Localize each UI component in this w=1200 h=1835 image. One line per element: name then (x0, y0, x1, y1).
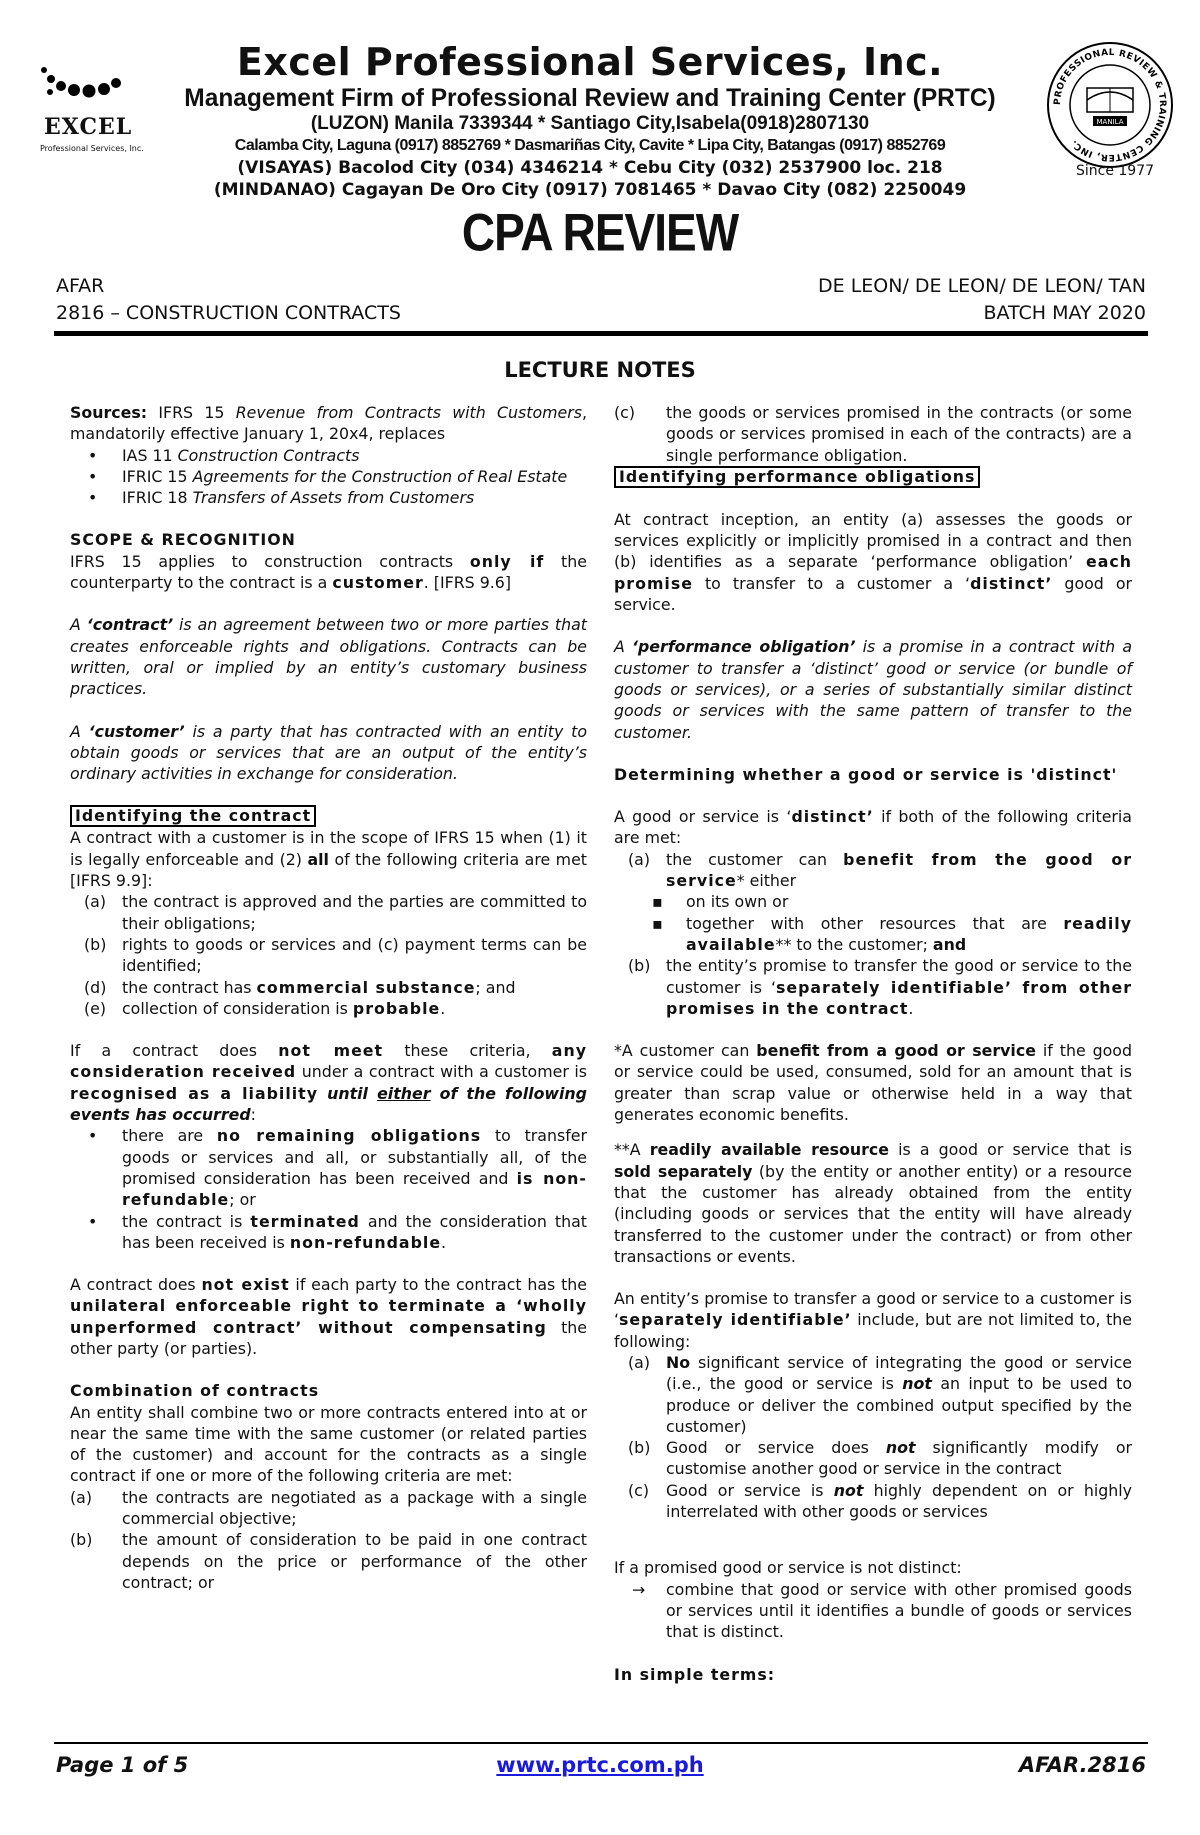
company-tagline: Management Firm of Professional Review and Training Center (PRTC) (184, 84, 996, 112)
list-item: • the contract is terminated and the consideration that has been received is non-refundable. (88, 1211, 587, 1252)
authors: DE LEON/ DE LEON/ DE LEON/ TAN (818, 275, 1146, 297)
sources-paragraph: Sources: IFRS 15 Revenue from Contracts with Customers, mandatorily effective January 1, 20x4, replaces (70, 403, 587, 444)
list-item: (e) collection of consideration is probable. (84, 998, 446, 1018)
handout-title: 2816 – CONSTRUCTION CONTRACTS (56, 302, 401, 324)
performance-obligations-heading: Identifying performance obligations (614, 466, 980, 488)
combination-paragraph: An entity shall combine two or more contracts entered into at or near the same time with the same customer (or related parties of the customer) and account for the contracts as a single contract if one or more of the following criteria are met: (70, 1402, 587, 1486)
right-column (614, 402, 1132, 1685)
document-code: AFAR.2816 (1018, 1753, 1146, 1777)
excel-logo (36, 48, 144, 153)
page-number: Page 1 of 5 (56, 1753, 189, 1777)
identifying-contract-section (70, 805, 587, 827)
list-item: (d) the contract has commercial substance; and (84, 977, 516, 997)
simple-terms-heading: In simple terms: (614, 1664, 776, 1684)
list-item: • there are no remaining obligations to transfer goods or services and all, or substantially all, of the promised consideration has been received and is non-refundable; or (88, 1126, 587, 1210)
contract-inception-paragraph: At contract inception, an entity (a) assesses the goods or services explicitly or implicitly promised in a contract and then (b) identifies as a separate ‘performance obligation’ each promise to transfer to a customer a ‘distinct’ good or service. (614, 509, 1132, 615)
list-item: → combine that good or service with other promised goods or services until it identifies a bundle of goods or services that is distinct. (632, 1579, 1132, 1642)
seal-ring-text: PROFESSIONAL REVIEW & TRAINING CENTER, INC. (1052, 47, 1168, 163)
identifying-contract-heading: Identifying the contract (70, 805, 316, 827)
bullet-icon: ▪ (652, 892, 663, 912)
scope-heading: SCOPE & RECOGNITION (70, 530, 296, 550)
bullet-icon: • (88, 445, 98, 465)
list-item: (b) Good or service does not significantly modify or customise another good or service in the contract (628, 1438, 1132, 1479)
bullet-icon: • (88, 1126, 98, 1146)
list-item: (b) the entity’s promise to transfer the good or service to the customer is ‘separately identifiable’ from other promises in the contract. (628, 956, 1132, 1018)
letterhead (150, 40, 1030, 201)
contract-criteria-list (70, 891, 587, 1019)
arrow-right-icon: → (632, 1579, 646, 1599)
logo-subtext: Professional Services, Inc. (40, 144, 144, 153)
performance-obligation-definition: A ‘performance obligation’ is a promise in a contract with a customer to transfer a ‘distinct’ good or service (or bundle of goods or services), or a series of substantially similar distinct goods or services with the same pattern of transfer to the customer. (614, 637, 1133, 742)
not-distinct-list (614, 1579, 1132, 1643)
distinct-criteria-list-b (614, 955, 1132, 1019)
distinct-heading: Determining whether a good or service is 'distinct' (614, 764, 1118, 784)
logo-dots-icon (36, 48, 126, 118)
list-item: ▪ together with other resources that are readily available** to the customer; and (652, 913, 1132, 954)
readily-available-footnote: **A readily available resource is a good or service that is sold separately (by the entity or another entity) or a resource that the customer has already obtained from the entity (including goods or services that the entity will have already transferred to the customer under the contract) or from other transactions or events. (614, 1140, 1132, 1266)
subject-label: AFAR (56, 275, 105, 297)
list-item: (a) the customer can benefit from the good or service* either (628, 849, 1132, 891)
prtc-seal-icon (1045, 40, 1175, 170)
prtc-website-link[interactable]: www.prtc.com.ph (496, 1753, 704, 1777)
bullet-icon: • (88, 1211, 98, 1231)
distinct-criteria-list (614, 849, 1132, 892)
batch: BATCH MAY 2020 (983, 302, 1146, 324)
lecture-notes-heading: LECTURE NOTES (504, 358, 696, 382)
events-list (70, 1125, 587, 1253)
bullet-icon: ▪ (652, 913, 663, 933)
list-item: (a) No significant service of integrating the good or service (i.e., the good or service is not an input to be used to produce or deliver the combined output specified by the customer) (628, 1352, 1133, 1436)
benefit-sublist (614, 891, 1132, 955)
company-name: Excel Professional Services, Inc. (236, 40, 944, 84)
list-item: (c) the goods or services promised in the contracts (or some goods or services promised in each of the contracts) are a single performance obligation. (614, 403, 1132, 465)
list-item: (b) the amount of consideration to be paid in one contract depends on the price or performance of the other contract; or (70, 1530, 587, 1592)
list-item: • IAS 11 Construction Contracts (88, 445, 360, 465)
not-exist-paragraph: A contract does not exist if each party to the contract has the unilateral enforceable right to terminate a ‘wholly unperformed contract’ without compensating the other party (or parties). (70, 1275, 588, 1358)
list-item: (a) the contracts are negotiated as a package with a single commercial objective; (70, 1487, 587, 1529)
combination-criteria-continued (614, 402, 1132, 466)
cpa-review-banner: CPA REVIEW (461, 202, 739, 262)
since-year: Since 1977 (1075, 163, 1155, 179)
left-column (70, 402, 587, 1593)
bullet-icon: • (88, 466, 98, 486)
identifying-contract-paragraph: A contract with a customer is in the scope of IFRS 15 when (1) it is legally enforceable and (2) all of the following criteria are met [IFRS 9.9]: (70, 828, 587, 891)
customer-definition: A ‘customer’ is a party that has contracted with an entity to obtain goods or services that are an output of the entity’s ordinary activities in exchange for consideration. (70, 721, 587, 784)
header-divider (54, 331, 1148, 336)
list-item: • IFRIC 18 Transfers of Assets from Customers (88, 488, 475, 508)
list-item: ▪ on its own or (652, 892, 789, 912)
bullet-icon: • (88, 488, 98, 508)
visayas-contact: (VISAYAS) Bacolod City (034) 4346214 * Cebu City (032) 2537900 loc. 218 (237, 158, 943, 178)
separately-identifiable-paragraph: An entity’s promise to transfer a good or service to a customer is ‘separately identifiable’ include, but are not limited to, the following: (614, 1289, 1133, 1351)
list-item: (c) Good or service is not highly dependent on or highly interrelated with other goods or services (628, 1480, 1132, 1522)
contract-definition: A ‘contract’ is an agreement between two or more parties that creates enforceable rights and obligations. Contracts can be written, oral or implied by an entity’s customary business practices. (70, 615, 587, 699)
combination-criteria-list (70, 1487, 587, 1593)
logo-text: EXCEL (44, 114, 133, 140)
list-item: (b) rights to goods or services and (c) payment terms can be identified; (84, 934, 587, 976)
combination-heading: Combination of contracts (70, 1381, 320, 1401)
list-item: (a) the contract is approved and the parties are committed to their obligations; (84, 892, 587, 933)
separately-identifiable-list (614, 1352, 1132, 1522)
not-distinct-paragraph: If a promised good or service is not distinct: (614, 1558, 962, 1578)
replaced-standards-list (70, 445, 587, 509)
calabarzon-contact: Calamba City, Laguna (0917) 8852769 * Dasmariñas City, Cavite * Lipa City, Batangas (0917) 8852769 (234, 137, 946, 154)
benefit-footnote: *A customer can benefit from a good or service if the good or service could be used, consumed, sold for an amount that is greater than scrap value or otherwise held in a way that generates economic benefits. (614, 1041, 1132, 1125)
performance-obligations-section (614, 466, 1132, 488)
scope-paragraph: IFRS 15 applies to construction contracts only if the counterparty to the contract is a customer. [IFRS 9.6] (70, 551, 587, 593)
mindanao-contact: (MINDANAO) Cagayan De Oro City (0917) 7081465 * Davao City (082) 2250049 (213, 180, 967, 200)
seal-city: MANILA (1096, 118, 1124, 126)
footer-divider (54, 1742, 1148, 1744)
luzon-contact: (LUZON) Manila 7339344 * Santiago City,Isabela(0918)2807130 (310, 113, 870, 134)
distinct-paragraph: A good or service is ‘distinct’ if both of the following criteria are met: (614, 807, 1132, 848)
not-meet-paragraph: If a contract does not meet these criteria, any consideration received under a contract with a customer is recognised as a liability until either of the following events has occurred: (70, 1041, 588, 1125)
list-item: • IFRIC 15 Agreements for the Construction of Real Estate (88, 466, 568, 486)
